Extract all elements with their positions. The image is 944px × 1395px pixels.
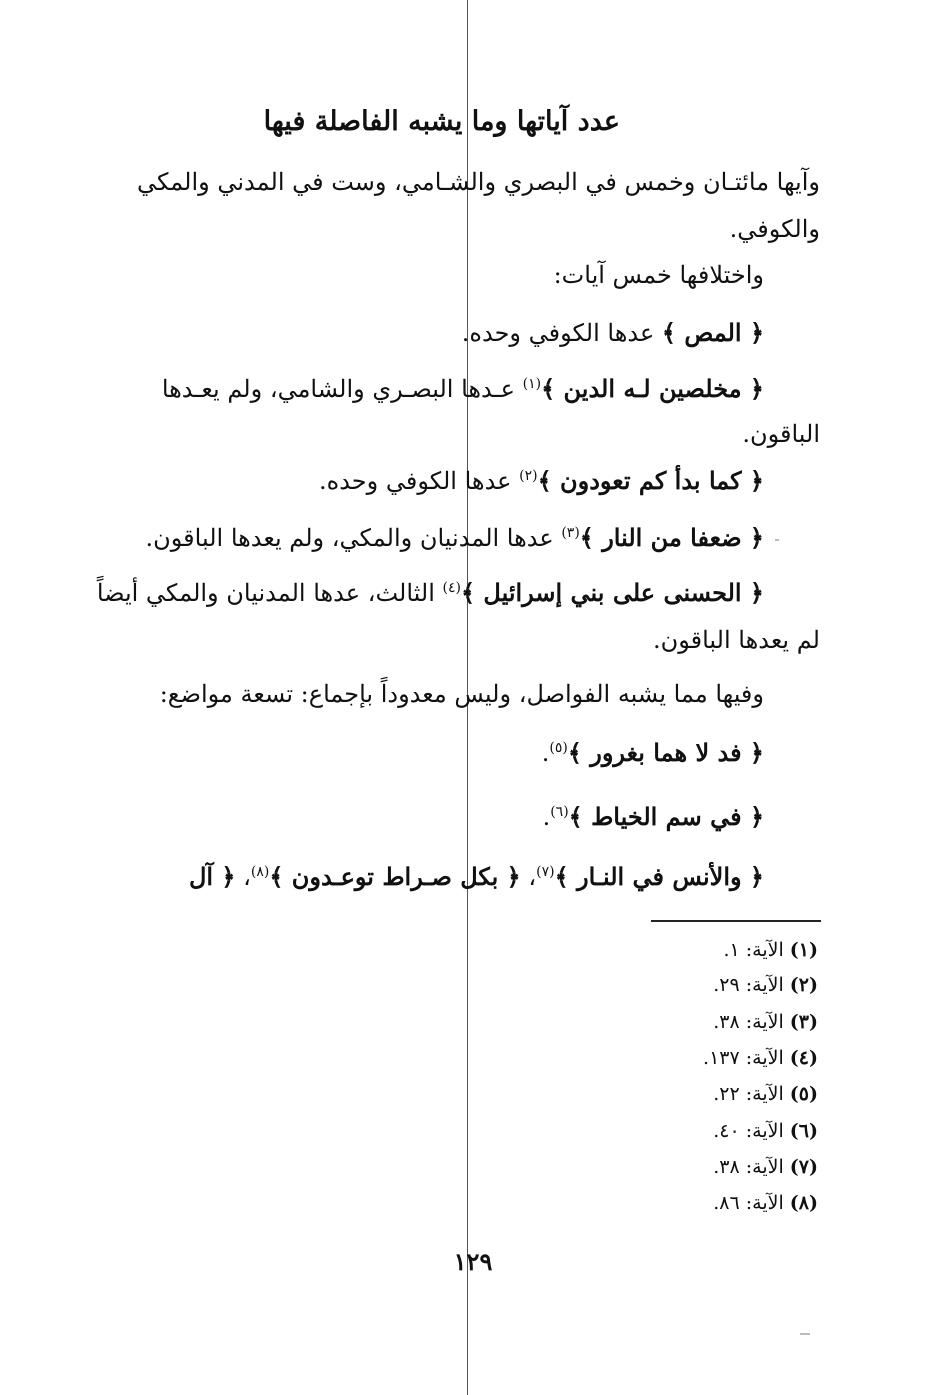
footnote-number: (٥) [789, 1083, 818, 1105]
footnote-ref[interactable]: (١) [522, 376, 542, 392]
footnote-ref[interactable]: (٣) [561, 525, 580, 541]
footnote-text: الآية: ٣٨. [713, 1011, 790, 1033]
text: عدها الكوفي وحده. [319, 467, 520, 495]
text: وفيها مما يشبه الفواصل، وليس معدوداً بإجماع: تسعة مواضع: [159, 680, 764, 708]
text: . [541, 739, 550, 767]
similar-entry-1 [542, 737, 764, 769]
quran-verse: ﴿ الحسنى على بني إسرائيل ﴾ [460, 578, 764, 607]
footnote-6 [713, 1118, 818, 1144]
footnote-text: الآية: ٨٦. [713, 1192, 790, 1214]
text: وآيها مائتـان وخمس في البصري والشـامي، وست في المدني والمكي [137, 168, 820, 196]
footnote-separator [651, 920, 821, 922]
footnote-text: الآية: ٢٩. [713, 974, 790, 996]
verse-entry-4 [146, 522, 764, 554]
text: عدها المدنيان والمكي، ولم يعدها الباقون. [145, 524, 562, 552]
quran-verse: ﴿ ضعفا من النار ﴾ [579, 523, 764, 552]
footnote-number: (٢) [789, 974, 818, 996]
text: . [542, 803, 551, 831]
footnote-ref[interactable]: (٤) [442, 580, 461, 596]
footnote-number: (٦) [789, 1120, 818, 1142]
page-number: ١٢٩ [453, 1247, 493, 1276]
quran-verse: ﴿ كما بدأ كم تعودون ﴾ [537, 466, 764, 495]
scan-speck [800, 1333, 810, 1335]
verse-entry-3 [319, 465, 764, 497]
footnote-2 [713, 972, 818, 998]
verse-entry-5-line-1 [97, 577, 764, 609]
verse-entry-2-line-2 [742, 418, 820, 450]
text: الباقون. [742, 420, 820, 448]
text: عدها الكوفي وحده. [461, 319, 662, 347]
quran-verse: ﴿ المص ﴾ [661, 318, 764, 347]
quran-verse: ﴿ فد لا هما بغرور ﴾ [567, 738, 764, 767]
similar-entry-3 [189, 861, 764, 893]
footnote-number: (٧) [789, 1156, 818, 1178]
footnote-text: الآية: ٢٢. [713, 1083, 790, 1105]
footnote-number: (٤) [789, 1047, 818, 1069]
quran-verse: ﴿ بكل صـراط توعـدون ﴾ [269, 862, 521, 891]
text: ، [235, 863, 251, 891]
quran-verse: ﴿ آل [188, 862, 236, 891]
footnote-7 [713, 1154, 818, 1180]
footnote-number: (١) [789, 939, 818, 961]
text: عـدها البصـري والشامي، ولم يعـدها [161, 375, 523, 403]
similar-entry-2 [543, 801, 764, 833]
text: واختلافها خمس آيات: [553, 261, 764, 289]
paragraph-verse-count-line-2 [730, 213, 820, 245]
verse-entry-1 [462, 317, 764, 349]
footnote-ref[interactable]: (٥) [549, 740, 568, 756]
footnote-text: الآية: ٤٠. [713, 1120, 790, 1142]
verse-entry-2-line-1 [162, 373, 764, 405]
footnote-text: الآية: ٣٨. [713, 1156, 790, 1178]
footnote-3 [713, 1009, 818, 1035]
footnote-4 [703, 1045, 818, 1071]
text: والكوفي. [729, 215, 820, 243]
text: الثالث، عدها المدنيان والمكي أيضاً [96, 579, 443, 607]
footnote-ref[interactable]: (٨) [250, 864, 270, 880]
section-title: عدد آياتها وما يشبه الفاصلة فيها [263, 106, 620, 137]
quran-verse: ﴿ والأنس في النـار ﴾ [554, 862, 764, 891]
verse-entry-5-line-2 [653, 624, 820, 656]
footnote-5 [713, 1081, 818, 1107]
paragraph-differences [554, 259, 764, 291]
quran-verse: ﴿ مخلصين لـه الدين ﴾ [541, 374, 764, 403]
footnote-8 [713, 1190, 818, 1216]
footnote-number: (٣) [789, 1011, 818, 1033]
footnote-ref[interactable]: (٧) [536, 864, 555, 880]
quran-verse: ﴿ في سم الخياط ﴾ [568, 802, 764, 831]
footnote-text: الآية: ١٣٧. [703, 1047, 790, 1069]
text: لم يعدها الباقون. [652, 626, 820, 654]
footnote-text: الآية: ١. [723, 939, 790, 961]
footnote-ref[interactable]: (٦) [550, 804, 569, 820]
footnote-1 [723, 937, 818, 963]
paragraph-similar-separators [160, 678, 764, 710]
scan-speck [775, 539, 779, 541]
paragraph-verse-count-line-1 [126, 166, 820, 198]
footnote-number: (٨) [789, 1192, 818, 1214]
footnote-ref[interactable]: (٢) [519, 468, 538, 484]
text: ، [520, 863, 537, 891]
